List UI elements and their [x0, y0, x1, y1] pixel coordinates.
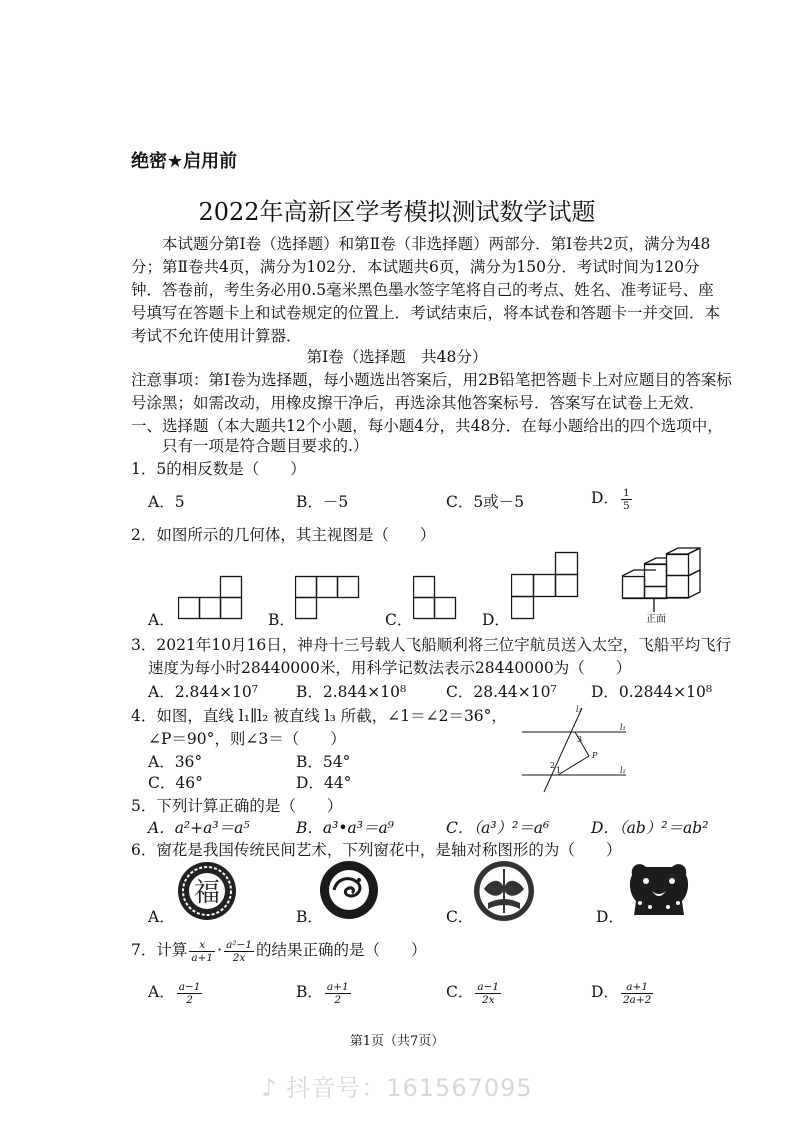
q4-stem-line-2: ∠P＝90°，则∠3＝（ ）	[148, 730, 346, 748]
q7-option-d	[591, 980, 655, 1006]
q5-stem: 5．下列计算正确的是（ ）	[131, 797, 343, 815]
q2-stem: 2．如图所示的几何体，其主视图是（ ）	[131, 526, 436, 544]
q7-stem-pre: 7．计算	[131, 941, 188, 959]
q3-option-a: A．2.844×10⁷	[148, 683, 258, 701]
q1-option-c: C．5或－5	[446, 493, 525, 511]
section-heading-2: 只有一项是符合题目要求的.）	[162, 437, 369, 455]
page-footer: 第1页（共7页）	[349, 1034, 445, 1049]
q7-f2-den: 2x	[232, 951, 246, 964]
q7-a-num: a−1	[178, 980, 201, 993]
q7-d-num: a+1	[621, 981, 653, 994]
q1-option-d-fraction	[621, 487, 632, 512]
q7-b-fraction	[325, 981, 351, 1006]
q1-option-b: B．－5	[296, 493, 349, 511]
q7-c-den: 2x	[481, 993, 495, 1006]
q6-option-c: C．	[446, 908, 474, 926]
q1-option-a: A．5	[148, 493, 185, 511]
q7-b-num: a+1	[326, 980, 349, 993]
q7-a-label: A．	[148, 983, 175, 1001]
q6-option-d: D．	[596, 908, 624, 926]
watermark-text: 抖音号：161567095	[286, 1074, 533, 1102]
watermark	[0, 1068, 794, 1103]
q2-option-b: B．	[268, 611, 295, 629]
q4-option-a: A．36°	[148, 753, 203, 771]
q4-option-c: C．46°	[148, 774, 203, 792]
q3-option-c: C．28.44×10⁷	[446, 683, 557, 701]
q7-a-fraction	[177, 981, 203, 1006]
q1-stem: 1．5的相反数是（ ）	[131, 460, 306, 478]
tiktok-icon: ♪	[261, 1074, 287, 1102]
front-label: 正面	[646, 614, 666, 624]
q2-option-c: C．	[385, 611, 413, 629]
q2-figure-d	[511, 551, 579, 621]
label-angle-3: 3	[577, 735, 583, 744]
q7-stem-post: 的结果正确的是（ ）	[256, 941, 427, 959]
fu-character: 福	[193, 878, 221, 908]
q4-option-d: D．44°	[296, 774, 352, 792]
q7-fraction-2	[224, 939, 254, 964]
label-l2: l₂	[620, 766, 626, 775]
window-flower-dragon-image	[319, 860, 379, 920]
q7-d-fraction	[621, 981, 653, 1006]
q7-c-fraction	[475, 981, 501, 1006]
q7-c-num: a−1	[477, 980, 500, 993]
q5-option-b: B．a³•a³＝a⁹	[296, 819, 394, 837]
label-point-p: P	[592, 751, 598, 760]
window-flower-ox-image	[626, 855, 692, 921]
label-angle-1: 1	[556, 766, 562, 775]
q7-fraction-1	[189, 939, 215, 964]
label-l1: l₁	[620, 723, 626, 732]
q2-solid-figure	[616, 546, 702, 624]
intro-paragraph: 本试题分第Ⅰ卷（选择题）和第Ⅱ卷（非选择题）两部分．第Ⅰ卷共2页，满分为48分；第Ⅱ卷共4页，满分为102分．本试题共6页，满分为150分．考试时间为120分钟．答卷前，考生务必用0.5毫米黑色墨水签字笔将自己的考点、姓名、准考证号、座号填写在答题卡上和试卷规定的位置上．考试结束后，将本试卷和答题卡一并交回．本考试不允许使用计算器．	[131, 235, 721, 345]
q3-stem-line-1: 3．2021年10月16日，神舟十三号载人飞船顺利将三位宇航员送入太空，飞船平均飞行	[131, 636, 732, 654]
q1-d-num: 1	[622, 486, 630, 499]
part1-title: 第Ⅰ卷（选择题 共48分）	[306, 348, 488, 366]
q7-f1-num: x	[189, 939, 215, 952]
q2-figure-a	[178, 575, 244, 620]
section-heading-1: 一、选择题（本大题共12个小题，每小题4分，共48分．在每小题给出的四个选项中，	[131, 417, 723, 435]
q2-figure-c	[413, 575, 458, 620]
q6-option-a: A．	[148, 908, 175, 926]
q1-option-d-label: D．	[591, 489, 619, 507]
label-angle-2: 2	[550, 761, 556, 770]
q1-d-den: 5	[622, 499, 630, 512]
q5-option-d: D．（ab）²＝ab²	[591, 819, 709, 837]
q7-f2-num: a²−1	[226, 938, 253, 951]
q7-d-den: 2a+2	[622, 993, 652, 1006]
q2-figure-b	[295, 575, 361, 620]
q7-stem	[131, 938, 427, 964]
q7-c-label: C．	[446, 983, 474, 1001]
q2-option-d: D．	[482, 611, 510, 629]
q4-option-b: B．54°	[296, 753, 351, 771]
q6-option-b: B．	[296, 908, 323, 926]
label-l3: l₃	[576, 705, 582, 714]
q7-option-b	[296, 980, 353, 1006]
q4-figure	[518, 702, 633, 794]
notice-line-1: 注意事项：第Ⅰ卷为选择题，每小题选出答案后，用2B铅笔把答题卡上对应题目的答案标	[131, 371, 732, 389]
q7-a-den: 2	[186, 993, 193, 1006]
q7-b-den: 2	[334, 993, 342, 1006]
q7-dot: ·	[217, 941, 223, 959]
notice-line-2: 号涂黑；如需改动，用橡皮擦干净后，再选涂其他答案标号．答案写在试卷上无效．	[131, 394, 705, 412]
q7-option-c	[446, 980, 503, 1006]
window-flower-fu-image	[176, 860, 238, 922]
q7-option-a	[148, 980, 204, 1006]
q7-f1-den: a+1	[191, 951, 214, 964]
q3-option-d: D．0.2844×10⁸	[591, 683, 713, 701]
confidential-label: 绝密★启用前	[131, 151, 238, 172]
q5-option-a: A．a²+a³＝a⁵	[148, 819, 250, 837]
page-title: 2022年高新区学考模拟测试数学试题	[198, 198, 596, 226]
q4-stem-line-1: 4．如图，直线 l₁∥l₂ 被直线 l₃ 所截，∠1＝∠2＝36°，	[131, 707, 507, 725]
q3-option-b: B．2.844×10⁸	[296, 683, 407, 701]
q6-stem: 6．窗花是我国传统民间艺术，下列窗花中，是轴对称图形的为（ ）	[131, 841, 622, 859]
q1-option-d	[591, 486, 634, 512]
q5-option-c: C．（a³）²＝a⁶	[446, 819, 550, 837]
q2-option-a: A．	[148, 611, 175, 629]
q7-d-label: D．	[591, 983, 619, 1001]
q3-stem-line-2: 速度为每小时28440000米，用科学记数法表示28440000为（ ）	[148, 659, 632, 677]
q7-b-label: B．	[296, 983, 323, 1001]
window-flower-fish-image	[472, 859, 536, 923]
